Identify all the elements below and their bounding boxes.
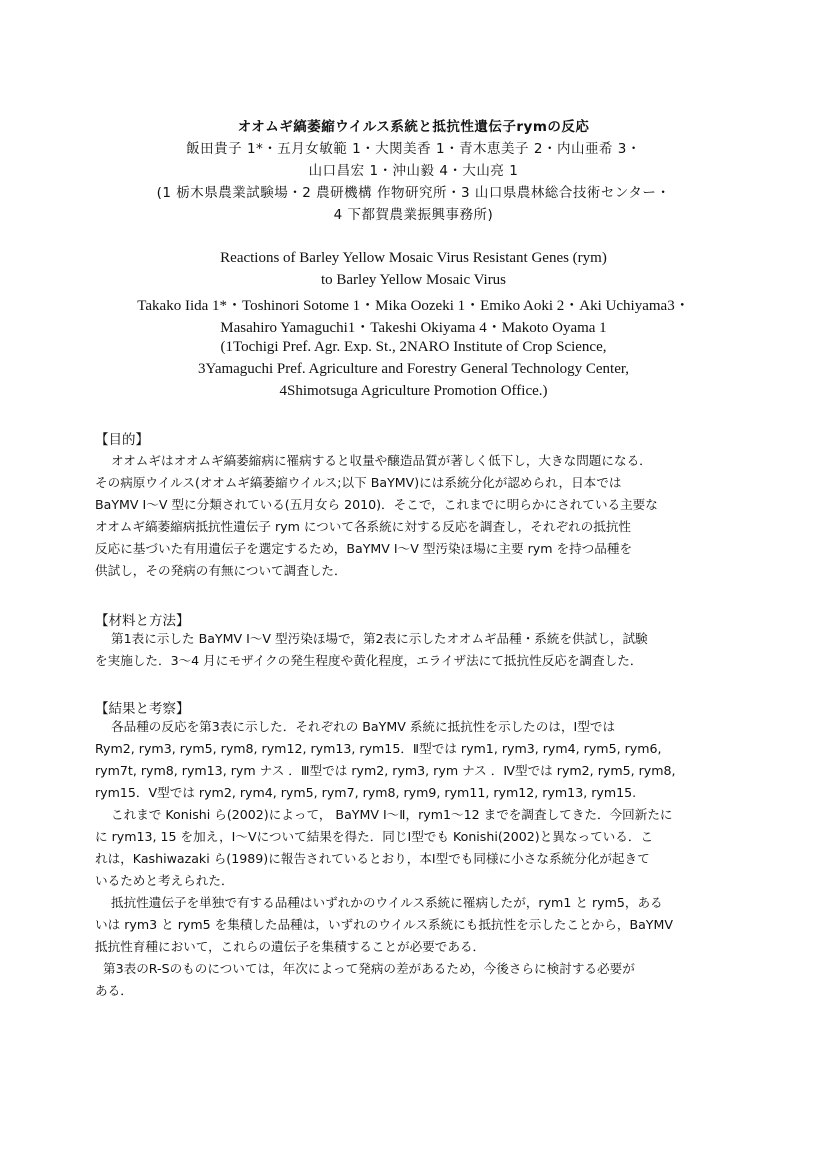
text-line: 第1表に示した BaYMV Ⅰ～Ⅴ 型汚染ほ場で，第2表に示したオオムギ品種・系統を供試し，試験 (111, 631, 648, 646)
text-line: これまで Konishi ら(2002)によって， BaYMV Ⅰ～Ⅱ，rym1～12 までを調査してきた．今回新たに (111, 807, 673, 822)
title-en-line1-text: Reactions of Barley Yellow Mosaic Virus Resistant Genes (rym) (220, 250, 607, 266)
authors-en-line1 (0, 294, 827, 315)
text-line: 抵抗性育種において，これらの遺伝子を集積することが必要である． (95, 939, 486, 954)
text-line: オオムギ縞萎縮病抵抗性遺伝子 rym について各系統に対する反応を調査し，それぞれの抵抗性 (95, 519, 632, 534)
authors-jp-line1 (0, 137, 827, 157)
text-line: Rym2, rym3, rym5, rym8, rym12, rym13, rym15．Ⅱ型では rym1, rym3, rym4, rym5, rym6, (95, 741, 662, 756)
text-line: れは，Kashiwazaki ら(1989)に報告されているとおり，本Ⅰ型でも同様に小さな系統分化が起きて (95, 851, 650, 866)
title-jp-text: オオムギ縞萎縮ウイルス系統と抵抗性遺伝子rymの反応 (237, 119, 590, 135)
text-line: 供試し，その発病の有無について調査した． (95, 563, 347, 578)
authors-en-line2-text: Masahiro Yamaguchi1・Takeshi Okiyama 4・Makoto Oyama 1 (220, 320, 607, 336)
text-line: を実施した．3～4 月にモザイクの発生程度や黄化程度，エライザ法にて抵抗性反応を調査した． (95, 653, 643, 668)
text-line: 第3表のR-Sのものについては，年次によって発病の差があるため，今後さらに検討する必要が (103, 961, 635, 976)
section-heading-methods: 【材料と方法】 (95, 613, 190, 629)
section-heading-purpose: 【目的】 (95, 432, 149, 448)
text-line: 反応に基づいた有用遺伝子を選定するため，BaYMV Ⅰ～Ⅴ 型汚染ほ場に主要 rym を持つ品種を (95, 541, 633, 556)
section-heading-results: 【結果と考察】 (95, 701, 190, 717)
text-line: BaYMV Ⅰ～Ⅴ 型に分類されている(五月女ら 2010)．そこで，これまでに明らかにされている主要な (95, 497, 658, 512)
title-en-line2 (0, 272, 827, 289)
text-line: に rym13, 15 を加え，Ⅰ～Ⅴについて結果を得た．同じⅠ型でも Konishi(2002)と異なっている．こ (95, 829, 654, 844)
text-line: rym15．Ⅴ型では rym2, rym4, rym5, rym7, rym8, rym9, rym11, rym12, rym13, rym15. (95, 785, 637, 800)
text-line: その病原ウイルス(オオムギ縞萎縮ウイルス;以下 BaYMV)には系統分化が認められ，日本では (95, 475, 622, 490)
authors-en-line1-text: Takako Iida 1*・Toshinori Sotome 1・Mika Oozeki 1・Emiko Aoki 2・Aki Uchiyama3・ (137, 298, 690, 314)
authors-jp-line2-text: 山口昌宏 1・沖山毅 4・大山亮 1 (308, 163, 519, 179)
affiliation-en-line1-text: (1Tochigi Pref. Agr. Exp. St., 2NARO Institute of Crop Science, (220, 339, 607, 355)
title-en-line2-text: to Barley Yellow Mosaic Virus (320, 272, 507, 288)
affiliation-jp-line2 (0, 203, 827, 223)
text-line: いるためと考えられた． (95, 873, 234, 888)
text-line: いは rym3 と rym5 を集積した品種は，いずれのウイルス系統にも抵抗性を示したことから，BaYMV (95, 917, 673, 932)
authors-jp-line1-text: 飯田貴子 1*・五月女敏範 1・大関美香 1・青木恵美子 2・内山亜希 3・ (186, 141, 641, 157)
authors-jp-line2 (0, 159, 827, 179)
title-jp (0, 115, 827, 135)
affiliation-jp-line1 (0, 181, 827, 201)
text-line: オオムギはオオムギ縞萎縮病に罹病すると収量や醸造品質が著しく低下し，大きな問題になる． (111, 453, 652, 468)
section-body-results (95, 716, 732, 1002)
text-line: ある． (95, 983, 133, 998)
affiliation-jp-line1-text: (1 栃木県農業試験場・2 農研機構 作物研究所・3 山口県農林総合技術センター・ (156, 185, 671, 201)
affiliation-en-line1 (0, 339, 827, 356)
affiliation-en-line2 (0, 361, 827, 378)
affiliation-en-line3-text: 4Shimotsuga Agriculture Promotion Office.) (279, 383, 548, 399)
text-line: 各品種の反応を第3表に示した．それぞれの BaYMV 系統に抵抗性を示したのは，Ⅰ型では (111, 719, 616, 734)
section-body-methods (95, 628, 732, 672)
affiliation-jp-line2-text: 4 下都賀農業振興事務所) (333, 207, 494, 223)
affiliation-en-line2-text: 3Yamaguchi Pref. Agriculture and Forestry General Technology Center, (197, 361, 630, 377)
text-line: rym7t, rym8, rym13, rym ナス ．Ⅲ型では rym2, rym3, rym ナス ．Ⅳ型では rym2, rym5, rym8, (95, 763, 676, 778)
affiliation-en-line3 (0, 383, 827, 400)
section-body-purpose (95, 450, 732, 582)
text-line: 抵抗性遺伝子を単独で有する品種はいずれかのウイルス系統に罹病したが，rym1 と rym5，ある (111, 895, 663, 910)
title-en-line1 (0, 250, 827, 267)
authors-en-line2 (0, 316, 827, 337)
